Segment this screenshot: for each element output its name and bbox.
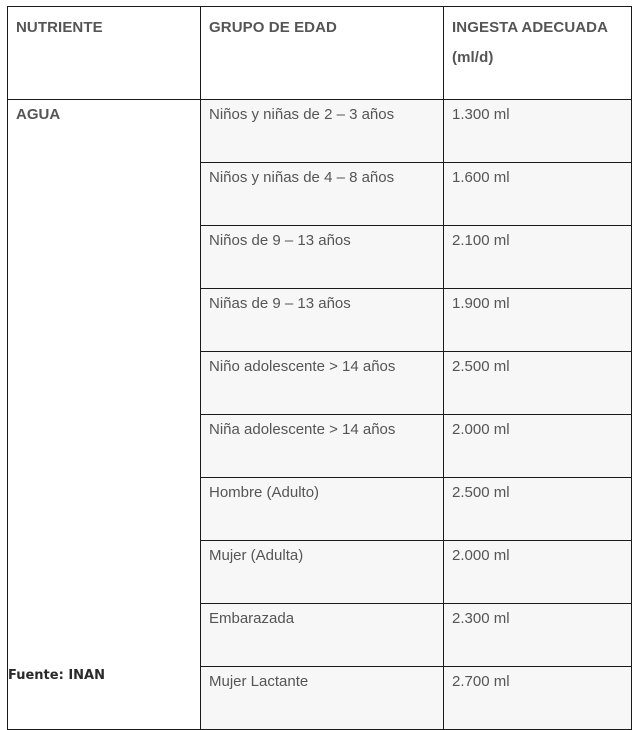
age-group-cell: Niñas de 9 – 13 años [201, 289, 444, 352]
nutrient-cell: AGUA [8, 100, 201, 730]
intake-cell: 2.000 ml [444, 415, 632, 478]
intake-cell: 2.500 ml [444, 478, 632, 541]
intake-cell: 2.000 ml [444, 541, 632, 604]
intake-cell: 2.100 ml [444, 226, 632, 289]
intake-cell: 1.900 ml [444, 289, 632, 352]
age-group-cell: Niños y niñas de 4 – 8 años [201, 163, 444, 226]
header-intake: INGESTA ADECUADA (ml/d) [444, 7, 632, 100]
age-group-cell: Niños y niñas de 2 – 3 años [201, 100, 444, 163]
age-group-cell: Embarazada [201, 604, 444, 667]
header-nutrient: NUTRIENTE [8, 7, 201, 100]
water-intake-table [7, 6, 632, 730]
age-group-cell: Niña adolescente > 14 años [201, 415, 444, 478]
table-row [8, 100, 632, 163]
intake-cell: 1.600 ml [444, 163, 632, 226]
age-group-cell: Hombre (Adulto) [201, 478, 444, 541]
intake-cell: 2.700 ml [444, 667, 632, 730]
table-body [8, 100, 632, 730]
intake-cell: 2.300 ml [444, 604, 632, 667]
intake-cell: 1.300 ml [444, 100, 632, 163]
age-group-cell: Mujer (Adulta) [201, 541, 444, 604]
age-group-cell: Niños de 9 – 13 años [201, 226, 444, 289]
intake-cell: 2.500 ml [444, 352, 632, 415]
header-age-group: GRUPO DE EDAD [201, 7, 444, 100]
age-group-cell: Mujer Lactante [201, 667, 444, 730]
source-note: Fuente: INAN [8, 668, 105, 683]
table-header-row [8, 7, 632, 100]
age-group-cell: Niño adolescente > 14 años [201, 352, 444, 415]
